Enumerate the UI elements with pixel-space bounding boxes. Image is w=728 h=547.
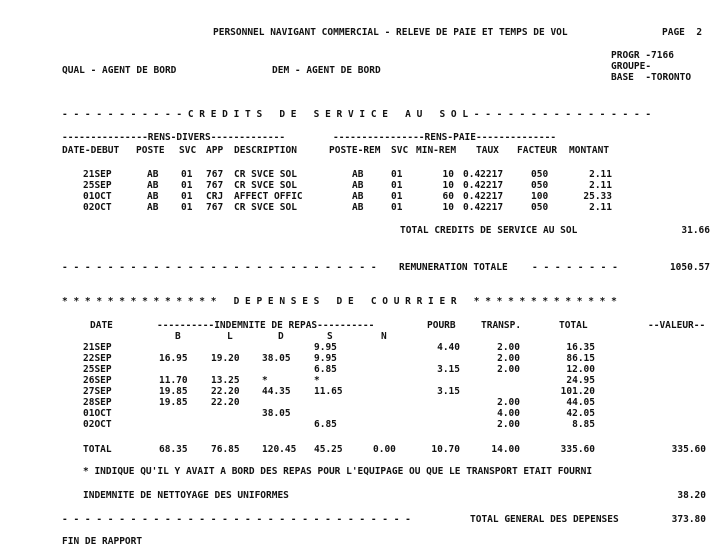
rens-divers-header: ---------------RENS-DIVERS------------- xyxy=(62,132,286,143)
dep-total: 12.00 xyxy=(566,364,595,375)
credits-svc: 01 xyxy=(181,191,193,202)
dep-l: 22.20 xyxy=(211,386,240,397)
dep-col-total: TOTAL xyxy=(559,320,588,331)
qual-label: QUAL - AGENT DE BORD xyxy=(62,65,177,76)
dep-total: 42.05 xyxy=(566,408,595,419)
dep-sub-l: L xyxy=(227,331,233,342)
col-min-rem: MIN-REM xyxy=(416,145,457,156)
dep-date: 02OCT xyxy=(83,419,112,430)
credits-svc-paie: 01 xyxy=(391,169,403,180)
col-poste-rem: POSTE-REM xyxy=(329,145,381,156)
general-dashes: - - - - - - - - - - - - - - - - - - - - - - - - - - - - - - - xyxy=(62,514,411,525)
credits-montant: 25.33 xyxy=(583,191,612,202)
dep-total-pourb: 10.70 xyxy=(431,444,460,455)
uniform-label: INDEMNITE DE NETTOYAGE DES UNIFORMES xyxy=(83,490,289,501)
dep-transp: 2.00 xyxy=(497,342,520,353)
dep-s: * xyxy=(314,375,320,386)
credits-poste: AB xyxy=(147,191,159,202)
credits-facteur: 050 xyxy=(531,180,549,191)
dep-date: 21SEP xyxy=(83,342,112,353)
col-description: DESCRIPTION xyxy=(234,145,297,156)
base-label: BASE -TORONTO xyxy=(611,72,692,83)
dep-sub-b: B xyxy=(175,331,181,342)
progr-label: PROGR -7166 xyxy=(611,50,674,61)
credits-facteur: 050 xyxy=(531,169,549,180)
credits-app: 767 xyxy=(206,202,224,213)
dep-transp: 2.00 xyxy=(497,397,520,408)
dep-total-valeur: 335.60 xyxy=(671,444,706,455)
dep-d: 38.05 xyxy=(262,353,291,364)
credits-poste-rem: AB xyxy=(352,191,364,202)
credits-montant: 2.11 xyxy=(589,202,612,213)
dep-pourb: 3.15 xyxy=(437,386,460,397)
credits-poste: AB xyxy=(147,180,159,191)
dep-total: 16.35 xyxy=(566,342,595,353)
credits-app: CRJ xyxy=(206,191,224,202)
dep-pourb: 4.40 xyxy=(437,342,460,353)
credits-svc-paie: 01 xyxy=(391,180,403,191)
credits-taux: 0.42217 xyxy=(463,169,504,180)
dep-total-d: 120.45 xyxy=(262,444,297,455)
credits-svc-paie: 01 xyxy=(391,202,403,213)
end-of-report: FIN DE RAPPORT xyxy=(62,536,143,547)
credits-poste-rem: AB xyxy=(352,169,364,180)
depenses-note: * INDIQUE QU'IL Y AVAIT A BORD DES REPAS POUR L'EQUIPAGE OU QUE LE TRANSPORT ETAIT FOURNI xyxy=(83,466,593,477)
dep-total-transp: 14.00 xyxy=(491,444,520,455)
col-taux: TAUX xyxy=(476,145,499,156)
dep-total-s: 45.25 xyxy=(314,444,343,455)
rens-paie-header: ----------------RENS-PAIE-------------- xyxy=(333,132,557,143)
dep-s: 6.85 xyxy=(314,419,337,430)
remuneration-label: REMUNERATION TOTALE xyxy=(399,262,508,273)
credits-min-rem: 60 xyxy=(442,191,454,202)
credits-section-title: - - - - - - - - - - - C R E D I T S D E S E R V I C E A U S O L - - - - - - - - - - - - - - - - xyxy=(62,109,652,120)
credits-min-rem: 10 xyxy=(442,202,454,213)
credits-poste-rem: AB xyxy=(352,180,364,191)
dep-total: 44.05 xyxy=(566,397,595,408)
dep-total: 8.85 xyxy=(572,419,595,430)
dep-total-total: 335.60 xyxy=(560,444,595,455)
dep-s: 6.85 xyxy=(314,364,337,375)
credits-facteur: 050 xyxy=(531,202,549,213)
dep-b: 11.70 xyxy=(159,375,188,386)
credits-svc-paie: 01 xyxy=(391,191,403,202)
remuneration-dashes: - - - - - - - - - - - - - - - - - - - - - - - - - - - - xyxy=(62,262,377,273)
report-title: PERSONNEL NAVIGANT COMMERCIAL - RELEVE DE PAIE ET TEMPS DE VOL xyxy=(213,27,568,38)
credits-total-value: 31.66 xyxy=(681,225,710,236)
dep-b: 16.95 xyxy=(159,353,188,364)
depenses-section-title: * * * * * * * * * * * * * * D E P E N S E S D E C O U R R I E R * * * * * * * * * * * * * xyxy=(62,296,617,307)
credits-desc: AFFECT OFFIC xyxy=(234,191,303,202)
credits-facteur: 100 xyxy=(531,191,549,202)
credits-svc: 01 xyxy=(181,202,193,213)
credits-taux: 0.42217 xyxy=(463,191,504,202)
dep-date: 28SEP xyxy=(83,397,112,408)
dep-total: 101.20 xyxy=(560,386,595,397)
dep-sub-n: N xyxy=(381,331,387,342)
credits-date: 21SEP xyxy=(83,169,112,180)
col-svc: SVC xyxy=(179,145,197,156)
dep-sub-s: S xyxy=(327,331,333,342)
remuneration-dashes-after: - - - - - - - - xyxy=(532,262,618,273)
credits-desc: CR SVCE SOL xyxy=(234,169,297,180)
credits-app: 767 xyxy=(206,180,224,191)
dep-pourb: 3.15 xyxy=(437,364,460,375)
credits-poste: AB xyxy=(147,202,159,213)
credits-total-label: TOTAL CREDITS DE SERVICE AU SOL xyxy=(400,225,578,236)
dep-date: 26SEP xyxy=(83,375,112,386)
dep-transp: 2.00 xyxy=(497,364,520,375)
dep-d: 44.35 xyxy=(262,386,291,397)
dep-date: 01OCT xyxy=(83,408,112,419)
dep-d: * xyxy=(262,375,268,386)
uniform-value: 38.20 xyxy=(677,490,706,501)
dep-l: 19.20 xyxy=(211,353,240,364)
dep-col-valeur: --VALEUR-- xyxy=(648,320,706,331)
col-svc-paie: SVC xyxy=(391,145,409,156)
remuneration-value: 1050.57 xyxy=(669,262,710,273)
dep-indemnite-header: ----------INDEMNITE DE REPAS---------- xyxy=(157,320,375,331)
dep-l: 13.25 xyxy=(211,375,240,386)
credits-svc: 01 xyxy=(181,169,193,180)
dep-total-l: 76.85 xyxy=(211,444,240,455)
page-number: PAGE 2 xyxy=(662,27,703,38)
credits-taux: 0.42217 xyxy=(463,180,504,191)
col-poste: POSTE xyxy=(136,145,165,156)
dep-d: 38.05 xyxy=(262,408,291,419)
dep-total-b: 68.35 xyxy=(159,444,188,455)
dep-transp: 2.00 xyxy=(497,353,520,364)
dep-s: 9.95 xyxy=(314,353,337,364)
credits-date: 02OCT xyxy=(83,202,112,213)
dep-s: 11.65 xyxy=(314,386,343,397)
col-date-debut: DATE-DEBUT xyxy=(62,145,120,156)
dep-col-transp: TRANSP. xyxy=(481,320,522,331)
credits-min-rem: 10 xyxy=(442,169,454,180)
dep-b: 19.85 xyxy=(159,397,188,408)
dep-transp: 2.00 xyxy=(497,419,520,430)
credits-min-rem: 10 xyxy=(442,180,454,191)
dep-total-n: 0.00 xyxy=(373,444,396,455)
credits-date: 01OCT xyxy=(83,191,112,202)
dep-sub-d: D xyxy=(278,331,284,342)
col-montant: MONTANT xyxy=(569,145,610,156)
dep-date: 22SEP xyxy=(83,353,112,364)
groupe-label: GROUPE- xyxy=(611,61,652,72)
dep-col-pourb: POURB xyxy=(427,320,456,331)
general-total-value: 373.80 xyxy=(671,514,706,525)
credits-poste: AB xyxy=(147,169,159,180)
dep-s: 9.95 xyxy=(314,342,337,353)
dep-l: 22.20 xyxy=(211,397,240,408)
credits-app: 767 xyxy=(206,169,224,180)
col-app: APP xyxy=(206,145,224,156)
dep-transp: 4.00 xyxy=(497,408,520,419)
general-total-label: TOTAL GENERAL DES DEPENSES xyxy=(470,514,619,525)
dep-total: 86.15 xyxy=(566,353,595,364)
col-facteur: FACTEUR xyxy=(517,145,558,156)
credits-montant: 2.11 xyxy=(589,169,612,180)
dep-col-date: DATE xyxy=(90,320,113,331)
credits-taux: 0.42217 xyxy=(463,202,504,213)
dep-date: 27SEP xyxy=(83,386,112,397)
credits-desc: CR SVCE SOL xyxy=(234,202,297,213)
dep-b: 19.85 xyxy=(159,386,188,397)
dem-label: DEM - AGENT DE BORD xyxy=(272,65,381,76)
dep-total: 24.95 xyxy=(566,375,595,386)
credits-date: 25SEP xyxy=(83,180,112,191)
credits-montant: 2.11 xyxy=(589,180,612,191)
credits-poste-rem: AB xyxy=(352,202,364,213)
credits-svc: 01 xyxy=(181,180,193,191)
dep-total-label: TOTAL xyxy=(83,444,112,455)
dep-date: 25SEP xyxy=(83,364,112,375)
credits-desc: CR SVCE SOL xyxy=(234,180,297,191)
